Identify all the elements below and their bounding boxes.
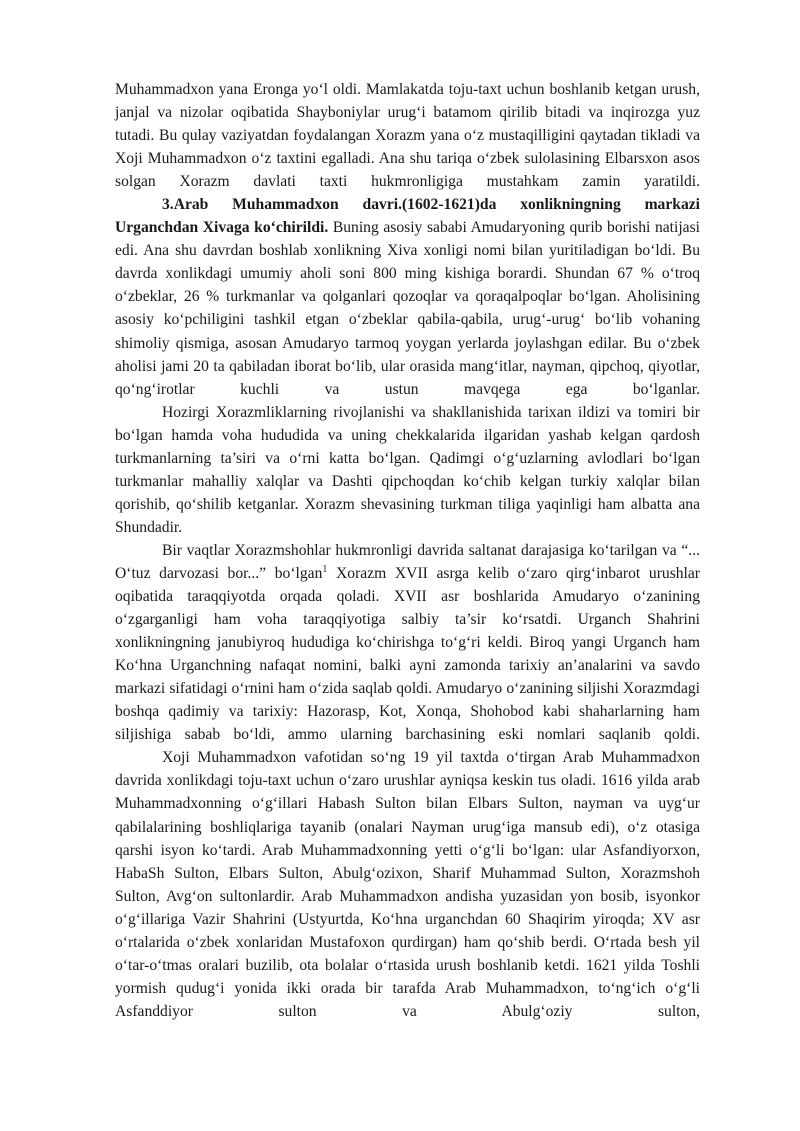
paragraph-2: 3.Arab Muhammadxon davri.(1602-1621)da xonlikningning markazi Urganchdan Xivaga ko‘chirildi. Buning asosiy sababi Amudaryoning qurib borishi natijasi edi. Ana shu davrdan boshlab xonlikning Xiva xonligi nomi bilan yuritiladigan bo‘ldi. Bu davrda xonlikdagi umumiy aholi soni 800 ming kishiga borardi. Shundan 67 % o‘troq o‘zbeklar, 26 % turkmanlar va qolganlari qozoqlar va qoraqalpoqlar bo‘lgan. Aholisining asosiy ko‘pchiligini tashkil etgan o‘zbeklar qabila-qabila, urug‘-urug‘ bo‘lib vohaning shimoliy qismiga, asosan Amudaryo tarmoq yoygan yerlarda joylashgan edilar. Bu o‘zbek aholisi jami 20 ta qabiladan iborat bo‘lib, ular orasida mang‘itlar, nayman, qipchoq, qiyotlar, qo‘ng‘irotlar kuchli va ustun mavqega ega bo‘lganlar. xyxy=(115,196,701,398)
footnote-marker[interactable]: 1 xyxy=(322,563,328,575)
paragraph-1: Muhammadxon yana Eronga yo‘l oldi. Mamlakatda toju-taxt uchun boshlanib ketgan urush, janjal va nizolar oqibatida Shayboniylar urug‘i batamom qirilib bitadi va inqirozga yuz tutadi. Bu qulay vaziyatdan foydalangan Xorazm yana o‘z mustaqilligini qaytadan tikladi va Xoji Muhammadxon o‘z taxtini egalladi. Ana shu tariqa o‘zbek sulolasining Elbarsxon asos solgan Xorazm davlati taxti hukmronligiga mustahkam zamin yaratildi. xyxy=(115,81,700,191)
paragraph-4: Bir vaqtlar Xorazmshohlar hukmronligi davrida saltanat darajasiga ko‘tarilgan va “... O‘tuz darvozasi bor...” bo‘lgan$^1$ Xorazm XVII asrga kelib o‘zaro qirg‘inbarot urushlar oqibatida taraqqiyotda orqada qoladi. XVII asr boshlarida Amudaryo o‘zanining o‘zgarganligi ham voha taraqqiyotiga salbiy ta’sir ko‘rsatdi. Urganch Shahrini xonlikningning janubiyroq hududiga ko‘chirishga to‘g‘ri keldi. Biroq yangi Urganch ham Ko‘hna Urganchning nafaqat nomini, balki ayni zamonda tarixiy an’analarini va savdo markazi sifatidagi o‘rnini ham o‘zida saqlab qoldi. Amudaryo o‘zanining siljishi Xorazmdagi boshqa qadimiy va tarixiy: Hazorasp, Kot, Xonqa, Shohobod kabi shaharlarning ham siljishiga sabab bo‘ldi, ammo ularning barchasining eski nomlari saqlanib qoldi. xyxy=(115,541,701,744)
paragraph-5: Xoji Muhammadxon vafotidan so‘ng 19 yil taxtda o‘tirgan Arab Muhammadxon davrida xonlikdagi toju-taxt uchun o‘zaro urushlar ayniqsa keskin tus oladi. 1616 yilda arab Muhammadxonning o‘g‘illari Habash Sulton bilan Elbars Sulton, nayman va uyg‘ur qabilalarining boshliqlariga tayanib (onalari Nayman urug‘iga mansub edi), o‘z otasiga qarshi isyon ko‘tardi. Arab Muhammadxonning yetti o‘g‘li bo‘lgan: ular Asfandiyorxon, HabaSh Sulton, Elbars Sulton, Abulg‘ozixon, Sharif Muhammad Sulton, Xorazmshoh Sulton, Avg‘on sultonlardir. Arab Muhammadxon andisha yuzasidan yon bosib, isyonkor o‘g‘illariga Vazir Shahrini (Ustyurtda, Ko‘hna urganchdan 60 Shaqirim yiroqda; XV asr o‘rtalarida o‘zbek xonlaridan Mustafoxon qurdirgan) ham qo‘shib berdi. O‘rtada besh yil o‘tar-o‘tmas oralari buzilib, ota bolalar o‘rtasida urush boshlanib ketdi. 1621 yilda Toshli yormish qudug‘i yonida ikki orada bir tarafda Arab Muhammadxon, to‘ng‘ich o‘g‘li Asfanddiyor sulton va Abulg‘oziy sulton, xyxy=(115,749,700,1020)
section-heading: 3.Arab Muhammadxon davri.(1602-1621)da xonlikningning markazi Urganchdan Xivaga ko‘chirildi. xyxy=(115,196,700,237)
document-page xyxy=(115,78,700,1023)
paragraph-3: Hozirgi Xorazmliklarning rivojlanishi va shakllanishida tarixan ildizi va tomiri bir bo‘lgan hamda voha hududida va uning chekkalarida ilgaridan yashab kelgan qardosh turkmanlarning ta’siri va o‘rni katta bo‘lgan. Qadimgi o‘g‘uzlarning avlodlari bo‘lgan turkmanlar mahalliy xalqlar va Dashti qipchoqdan ko‘chib kelgan turkiy xalqlar bilan qorishib, qo‘shilib ketganlar. Xorazm shevasining turkman tiliga yaqinligi ham albatta ana Shundadir. xyxy=(115,403,700,536)
